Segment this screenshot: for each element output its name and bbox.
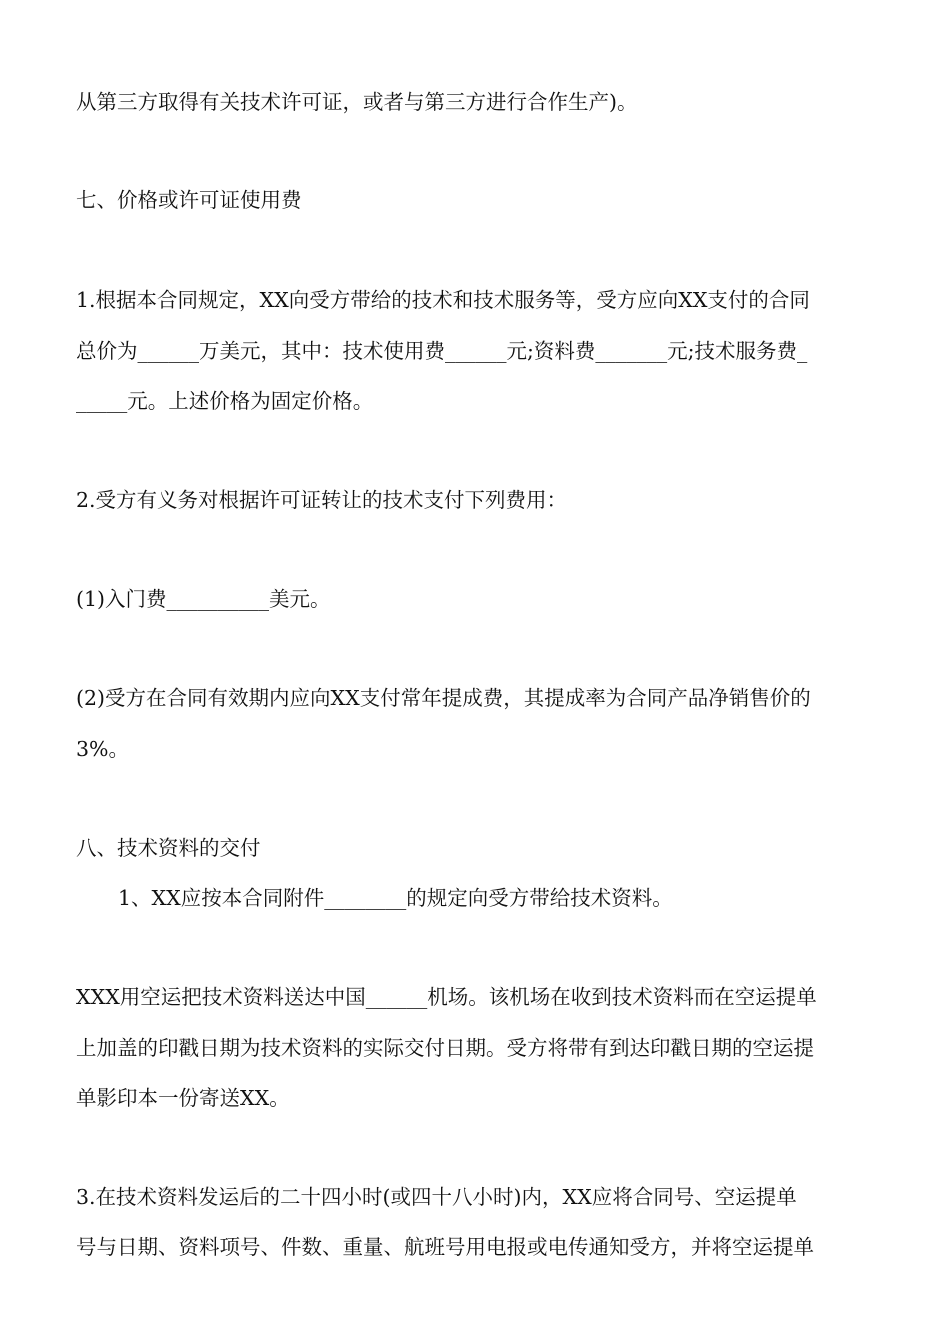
clause-8-1: 1、XX应按本合同附件________的规定向受方带给技术资料。 xyxy=(118,886,673,910)
clause-8-2-line-3: 单影印本一份寄送XX。 xyxy=(76,1086,290,1110)
clause-7-2-1: (1)入门费__________美元。 xyxy=(76,587,331,611)
clause-8-2-line-2: 上加盖的印戳日期为技术资料的实际交付日期。受方将带有到达印戳日期的空运提 xyxy=(76,1036,814,1060)
clause-7-2-2-line-1: (2)受方在合同有效期内应向XX支付常年提成费，其提成率为合同产品净销售价的 xyxy=(76,686,811,710)
clause-8-3-line-2: 号与日期、资料项号、件数、重量、航班号用电报或电传通知受方，并将空运提单 xyxy=(76,1235,814,1259)
clause-7-1-line-3: _____元。上述价格为固定价格。 xyxy=(76,389,374,413)
clause-7-1-line-2: 总价为______万美元，其中：技术使用费______元;资料费_______元;技术服务费_ xyxy=(76,339,808,363)
text-line-continuation: 从第三方取得有关技术许可证，或者与第三方进行合作生产)。 xyxy=(76,90,638,114)
section-heading-delivery: 八、技术资料的交付 xyxy=(76,836,261,860)
clause-7-2: 2.受方有义务对根据许可证转让的技术支付下列费用： xyxy=(76,488,568,512)
section-heading-price: 七、价格或许可证使用费 xyxy=(76,188,302,212)
clause-8-2-line-1: XXX用空运把技术资料送达中国______机场。该机场在收到技术资料而在空运提单 xyxy=(76,985,817,1009)
clause-7-1-line-1: 1.根据本合同规定，XX向受方带给的技术和技术服务等，受方应向XX支付的合同 xyxy=(76,288,810,312)
clause-7-2-2-line-2: 3%。 xyxy=(76,737,130,761)
clause-8-3-line-1: 3.在技术资料发运后的二十四小时(或四十八小时)内，XX应将合同号、空运提单 xyxy=(76,1185,797,1209)
